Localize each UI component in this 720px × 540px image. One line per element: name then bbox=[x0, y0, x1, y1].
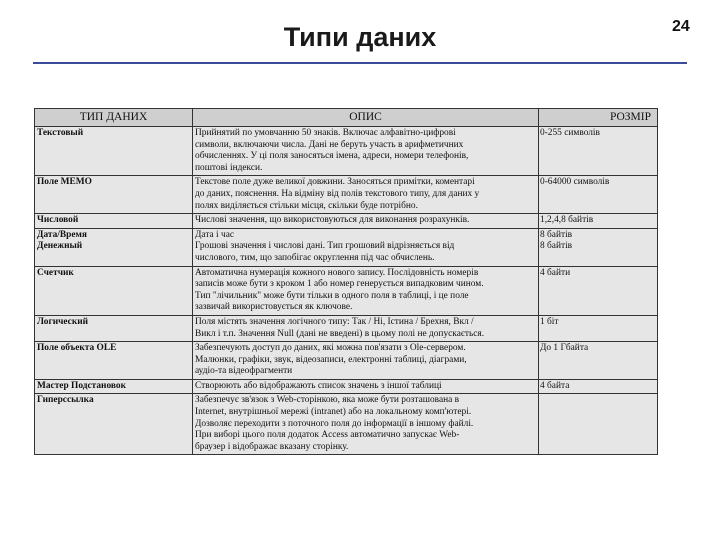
table-row bbox=[35, 342, 658, 380]
description-line: символи, включаючи числа. Дані не беруть участь в арифметичних bbox=[195, 139, 464, 150]
description-cell bbox=[193, 127, 539, 176]
type-cell bbox=[35, 379, 193, 394]
description-line: зазвичай використовується як ключове. bbox=[195, 302, 353, 313]
size-cell bbox=[539, 228, 658, 266]
size-line: 1,2,4,8 байтів bbox=[540, 215, 594, 226]
description-line: обчисленнях. У ці поля заносяться імена, адреси, номери телефонів, bbox=[195, 151, 469, 162]
description-line: браузер і відображає вказану сторінку. bbox=[195, 441, 349, 452]
description-cell bbox=[193, 266, 539, 315]
table-header-row bbox=[35, 109, 658, 127]
description-cell bbox=[193, 214, 539, 229]
description-line: поштові індекси. bbox=[195, 162, 263, 173]
size-cell bbox=[539, 266, 658, 315]
size-line: 8 байтів bbox=[540, 229, 573, 240]
slide-title: Типи даних bbox=[283, 22, 437, 52]
table-body bbox=[35, 127, 658, 455]
type-cell bbox=[35, 176, 193, 214]
type-line: Числовой bbox=[37, 215, 79, 226]
table-row bbox=[35, 214, 658, 229]
description-cell bbox=[193, 176, 539, 214]
size-cell bbox=[539, 127, 658, 176]
size-cell bbox=[539, 214, 658, 229]
title-divider bbox=[33, 62, 687, 64]
table-row bbox=[35, 394, 658, 455]
type-line: Дата/Время bbox=[37, 229, 87, 240]
size-cell bbox=[539, 176, 658, 214]
type-cell bbox=[35, 214, 193, 229]
description-line: Грошові значення і числові дані. Тип грошовий відрізняється від bbox=[195, 241, 455, 252]
header-description: ОПИС bbox=[193, 109, 539, 127]
description-cell bbox=[193, 228, 539, 266]
size-line: До 1 Гбайта bbox=[540, 343, 589, 354]
description-line: записів може бути з кроком 1 або номер генерується випадковим чином. bbox=[195, 279, 484, 290]
table-row bbox=[35, 176, 658, 214]
table-row bbox=[35, 127, 658, 176]
size-line: 4 байти bbox=[540, 267, 571, 278]
description-line: При виборі цього поля додаток Access автоматично запускає Web- bbox=[195, 430, 460, 441]
description-line: Малюнки, графіки, звук, відеозаписи, електронні таблиці, діаграми, bbox=[195, 354, 467, 365]
type-line: Текстовый bbox=[37, 128, 84, 138]
size-cell bbox=[539, 342, 658, 380]
description-line: полях виділяється стільки місця, скільки буде потрібно. bbox=[195, 200, 418, 211]
description-line: Створюють або відображають список значень з іншої таблиці bbox=[195, 380, 442, 391]
header-type: ТИП ДАНИХ bbox=[35, 109, 193, 127]
page-number: 24 bbox=[672, 18, 690, 35]
description-line: аудіо-та відеофрагменти bbox=[195, 366, 293, 377]
description-line: числового, тим, що запобігає округлення під час обчислень. bbox=[195, 252, 435, 263]
table-row bbox=[35, 315, 658, 341]
table-row bbox=[35, 379, 658, 394]
description-line: Прийнятий по умовчанню 50 знаків. Включає алфавітно-цифрові bbox=[195, 128, 456, 138]
size-line: 1 біт bbox=[540, 316, 559, 327]
type-line: Логический bbox=[37, 316, 89, 327]
description-line: до даних, пояснення. На відміну від полів текстового типу, для даних у bbox=[195, 188, 480, 199]
type-cell bbox=[35, 266, 193, 315]
size-line: 0-255 символів bbox=[540, 128, 600, 138]
type-cell bbox=[35, 342, 193, 380]
description-line: Викл і т.п. Значення Null (дані не введені) в цьому полі не допускається. bbox=[195, 328, 485, 339]
type-cell bbox=[35, 315, 193, 341]
description-line: Забезпечує зв'язок з Web-сторінкою, яка може бути розташована в bbox=[195, 395, 460, 406]
type-line: Счетчик bbox=[37, 267, 74, 278]
description-line: Дата і час bbox=[195, 229, 235, 240]
table-row bbox=[35, 228, 658, 266]
size-line: 4 байта bbox=[540, 380, 570, 391]
description-line: Текстове поле дуже великої довжини. Заносяться примітки, коментарі bbox=[195, 177, 475, 188]
header-size: РОЗМІР bbox=[539, 109, 658, 127]
description-line: Internet, внутрішньої мережі (intranet) або на локальному комп'ютері. bbox=[195, 407, 472, 418]
size-line: 0-64000 символів bbox=[540, 177, 610, 188]
description-line: Тип "лічильник" може бути тільки в одного поля в таблиці, і це поле bbox=[195, 290, 469, 301]
description-cell bbox=[193, 342, 539, 380]
description-cell bbox=[193, 394, 539, 455]
type-line: Поле объекта OLE bbox=[37, 343, 117, 354]
type-line: Поле MEMO bbox=[37, 177, 92, 188]
description-line: Автоматична нумерація кожного нового запису. Послідовність номерів bbox=[195, 267, 479, 278]
table-row bbox=[35, 266, 658, 315]
type-cell bbox=[35, 228, 193, 266]
type-cell bbox=[35, 127, 193, 176]
size-cell bbox=[539, 315, 658, 341]
type-cell bbox=[35, 394, 193, 455]
size-cell bbox=[539, 379, 658, 394]
size-line: 8 байтів bbox=[540, 241, 573, 252]
description-line: Числові значення, що використовуються для виконання розрахунків. bbox=[195, 215, 470, 226]
description-line: Дозволяє переходити з поточного поля до інформації в іншому файлі. bbox=[195, 418, 474, 429]
description-line: Поля містять значення логічного типу: Так / Ні, Істина / Брехня, Вкл / bbox=[195, 316, 474, 327]
type-line: Гиперссылка bbox=[37, 395, 94, 406]
description-cell bbox=[193, 315, 539, 341]
size-cell bbox=[539, 394, 658, 455]
data-types-table bbox=[34, 108, 658, 455]
type-line: Мастер Подстановок bbox=[37, 380, 126, 391]
description-cell bbox=[193, 379, 539, 394]
type-line: Денежный bbox=[37, 241, 83, 252]
description-line: Забезпечують доступ до даних, які можна пов'язати з Ole-сервером. bbox=[195, 343, 466, 354]
